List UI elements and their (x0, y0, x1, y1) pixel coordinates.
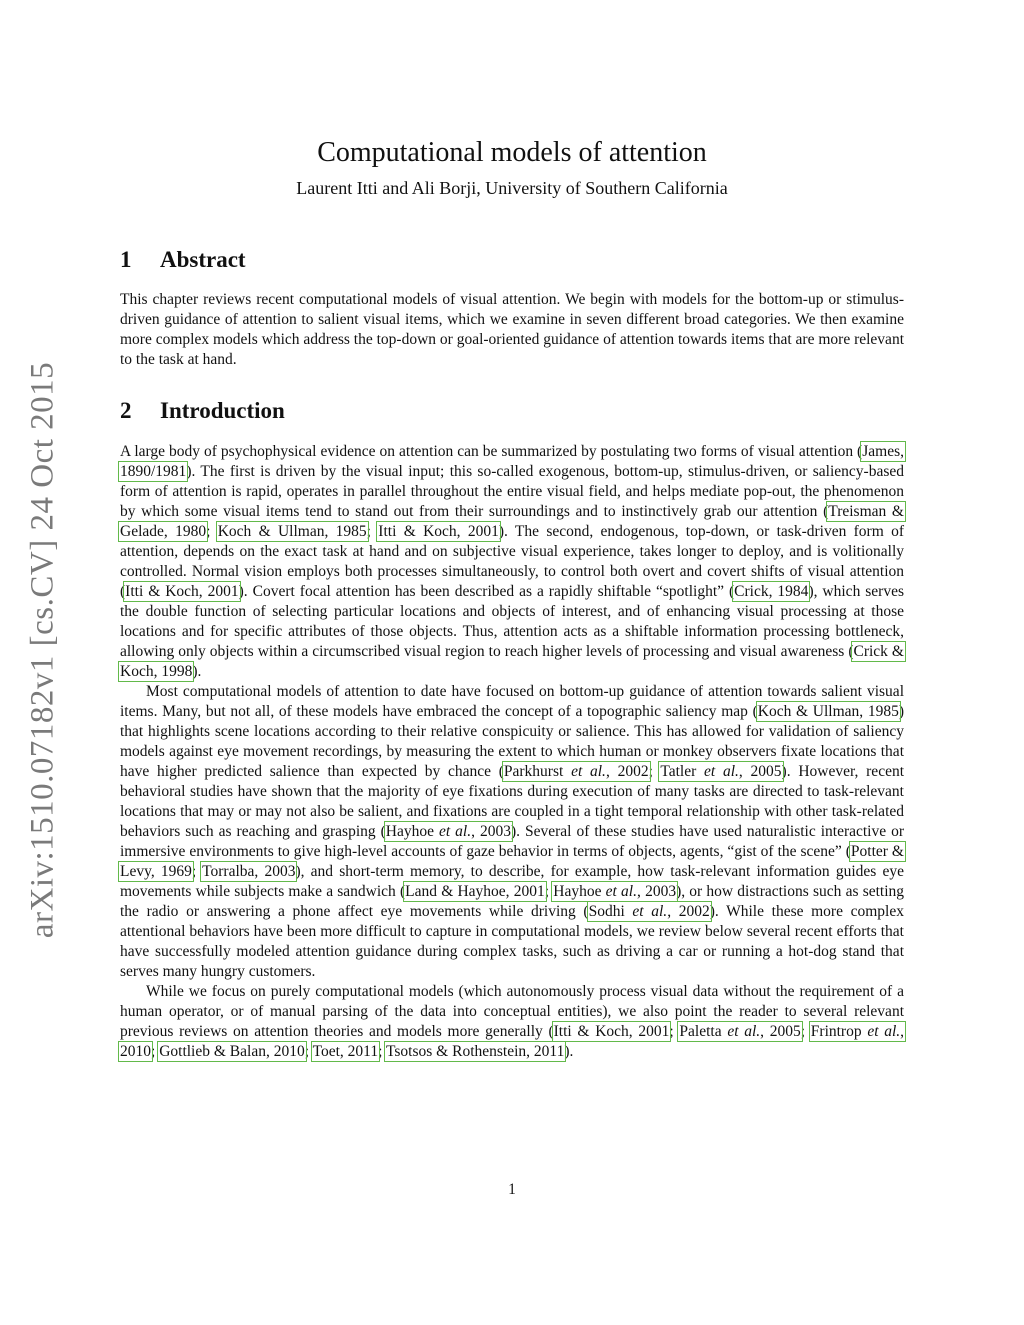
section-title: Introduction (160, 398, 285, 423)
citation-link[interactable]: Itti & Koch, 2001 (378, 523, 499, 540)
page-number: 1 (508, 1181, 516, 1198)
intro-paragraph-2: Most computational models of attention to date have focused on bottom-up guidance of attention towards salient visual items. Many, but not all, of these models have embraced the concept of a topographic saliency map (Koch & Ullman, 1985) that highlights scene locations according to their relative conspicuity or salience. This has allowed for validation of saliency models against eye movement recordings, by measuring the extent to which human or monkey observers fixate locations that have higher predicted salience than expected by chance (Parkhurst et al., 2002; Tatler et al., 2005). However, recent behavioral studies have shown that the majority of eye fixations during execution of many tasks are directed to task-relevant locations that may or may not also be salient, and fixations are coupled in a tight temporal relationship with other task-related behaviors such as reaching and grasping (Hayhoe et al., 2003). Several of these studies have used naturalistic interactive or immersive environments to give high-level accounts of gaze behavior in terms of objects, agents, “gist of the scene” (Potter & Levy, 1969; Torralba, 2003), and short-term memory, to describe, for example, how task-relevant information guides eye movements while subjects make a sandwich (Land & Hayhoe, 2001; Hayhoe et al., 2003), or how distractions such as setting the radio or answering a phone affect eye movements while driving (Sodhi et al., 2002). While these more complex attentional behaviors have been more difficult to capture in computational models, we review below several recent efforts that have successfully modeled attention guidance during complex tasks, such as driving a car or running a hot-dog stand that serves many hungry customers. (120, 683, 905, 980)
citation-link[interactable]: Hayhoe et al., 2003 (553, 883, 677, 900)
abstract-section (120, 247, 904, 273)
citation-link[interactable]: Tatler et al., 2005 (660, 763, 782, 780)
citation-link[interactable]: Toet, 2011 (312, 1043, 379, 1060)
citation-link[interactable]: Gottlieb & Balan, 2010 (159, 1043, 305, 1060)
abstract-paragraph: This chapter reviews recent computational models of visual attention. We begin with models for the bottom-up or stimulus-driven guidance of attention to salient visual items, which we examine in seven different broad categories. We then examine more complex models which address the top-down or goal-oriented guidance of attention towards items that are more relevant to the task at hand. (120, 291, 904, 368)
introduction-heading (120, 398, 904, 424)
citation-link[interactable]: Koch & Ullman, 1985 (217, 523, 367, 540)
section-number: 1 (120, 247, 132, 272)
introduction-body (120, 442, 904, 1062)
citation-link[interactable]: Sodhi et al., 2002 (588, 903, 710, 920)
citation-link[interactable]: Land & Hayhoe, 2001 (405, 883, 545, 900)
citation-link[interactable]: Itti & Koch, 2001 (125, 583, 239, 600)
citation-link[interactable]: Tsotsos & Rothenstein, 2011 (386, 1043, 565, 1060)
citation-link[interactable]: Paletta et al., 2005 (679, 1023, 801, 1040)
citation-link[interactable]: James, 1890/1981 (120, 443, 904, 480)
citation-link[interactable]: Hayhoe et al., 2003 (385, 823, 511, 840)
citation-link[interactable]: Crick, 1984 (734, 583, 809, 600)
arxiv-identifier: arXiv:1510.07182v1 [cs.CV] 24 Oct 2015 (24, 361, 61, 939)
section-number: 2 (120, 398, 132, 423)
intro-paragraph-1: A large body of psychophysical evidence on attention can be summarized by postulating two forms of visual attention (James, 1890/1981). The first is driven by the visual input; this so-called exogenous, bottom-up, stimulus-driven, or saliency-based form of attention is rapid, operates in parallel throughout the entire visual field, and helps mediate pop-out, the phenomenon by which some visual items tend to stand out from their surroundings and to instinctively grab our attention (Treisman & Gelade, 1980; Koch & Ullman, 1985; Itti & Koch, 2001). The second, endogenous, top-down, or task-driven form of attention, depends on the exact task at hand and on subjective visual experience, takes longer to deploy, and is volitionally controlled. Normal vision employs both processes simultaneously, to control both overt and covert shifts of visual attention (Itti & Koch, 2001). Covert focal attention has been described as a rapidly shiftable “spotlight” (Crick, 1984), which serves the double function of selecting particular locations and objects of interest, and of enhancing visual processing at those locations and for specific attributes of those objects. Thus, attention acts as a shiftable information processing bottleneck, allowing only objects within a circumscribed visual region to reach higher levels of processing and visual awareness (Crick & Koch, 1998). (120, 443, 905, 680)
citation-link[interactable]: Potter & Levy, 1969 (120, 843, 904, 880)
citation-link[interactable]: Treisman & Gelade, 1980 (120, 503, 904, 540)
citation-link[interactable]: Frintrop et al., 2010 (120, 1023, 905, 1060)
citation-link[interactable]: Koch & Ullman, 1985 (757, 703, 899, 720)
abstract-heading (120, 247, 904, 273)
citation-link[interactable]: Torralba, 2003 (202, 863, 296, 880)
citation-link[interactable]: Parkhurst et al., 2002 (503, 763, 649, 780)
paper-title: Computational models of attention (317, 136, 707, 168)
paper-authors: Laurent Itti and Ali Borji, University of Southern California (296, 178, 728, 198)
introduction-section (120, 398, 904, 424)
intro-paragraph-3: While we focus on purely computational models (which autonomously process visual data without the requirement of a human operator, or of manual parsing of the data into conceptual entities), we also point the reader to several relevant previous reviews on attention theories and models more generally (Itti & Koch, 2001; Paletta et al., 2005; Frintrop et al., 2010; Gottlieb & Balan, 2010; Toet, 2011; Tsotsos & Rothenstein, 2011). (120, 983, 905, 1060)
citation-link[interactable]: Crick & Koch, 1998 (120, 643, 904, 680)
section-title: Abstract (160, 247, 246, 272)
citation-link[interactable]: Itti & Koch, 2001 (553, 1023, 670, 1040)
abstract-body (120, 290, 904, 370)
